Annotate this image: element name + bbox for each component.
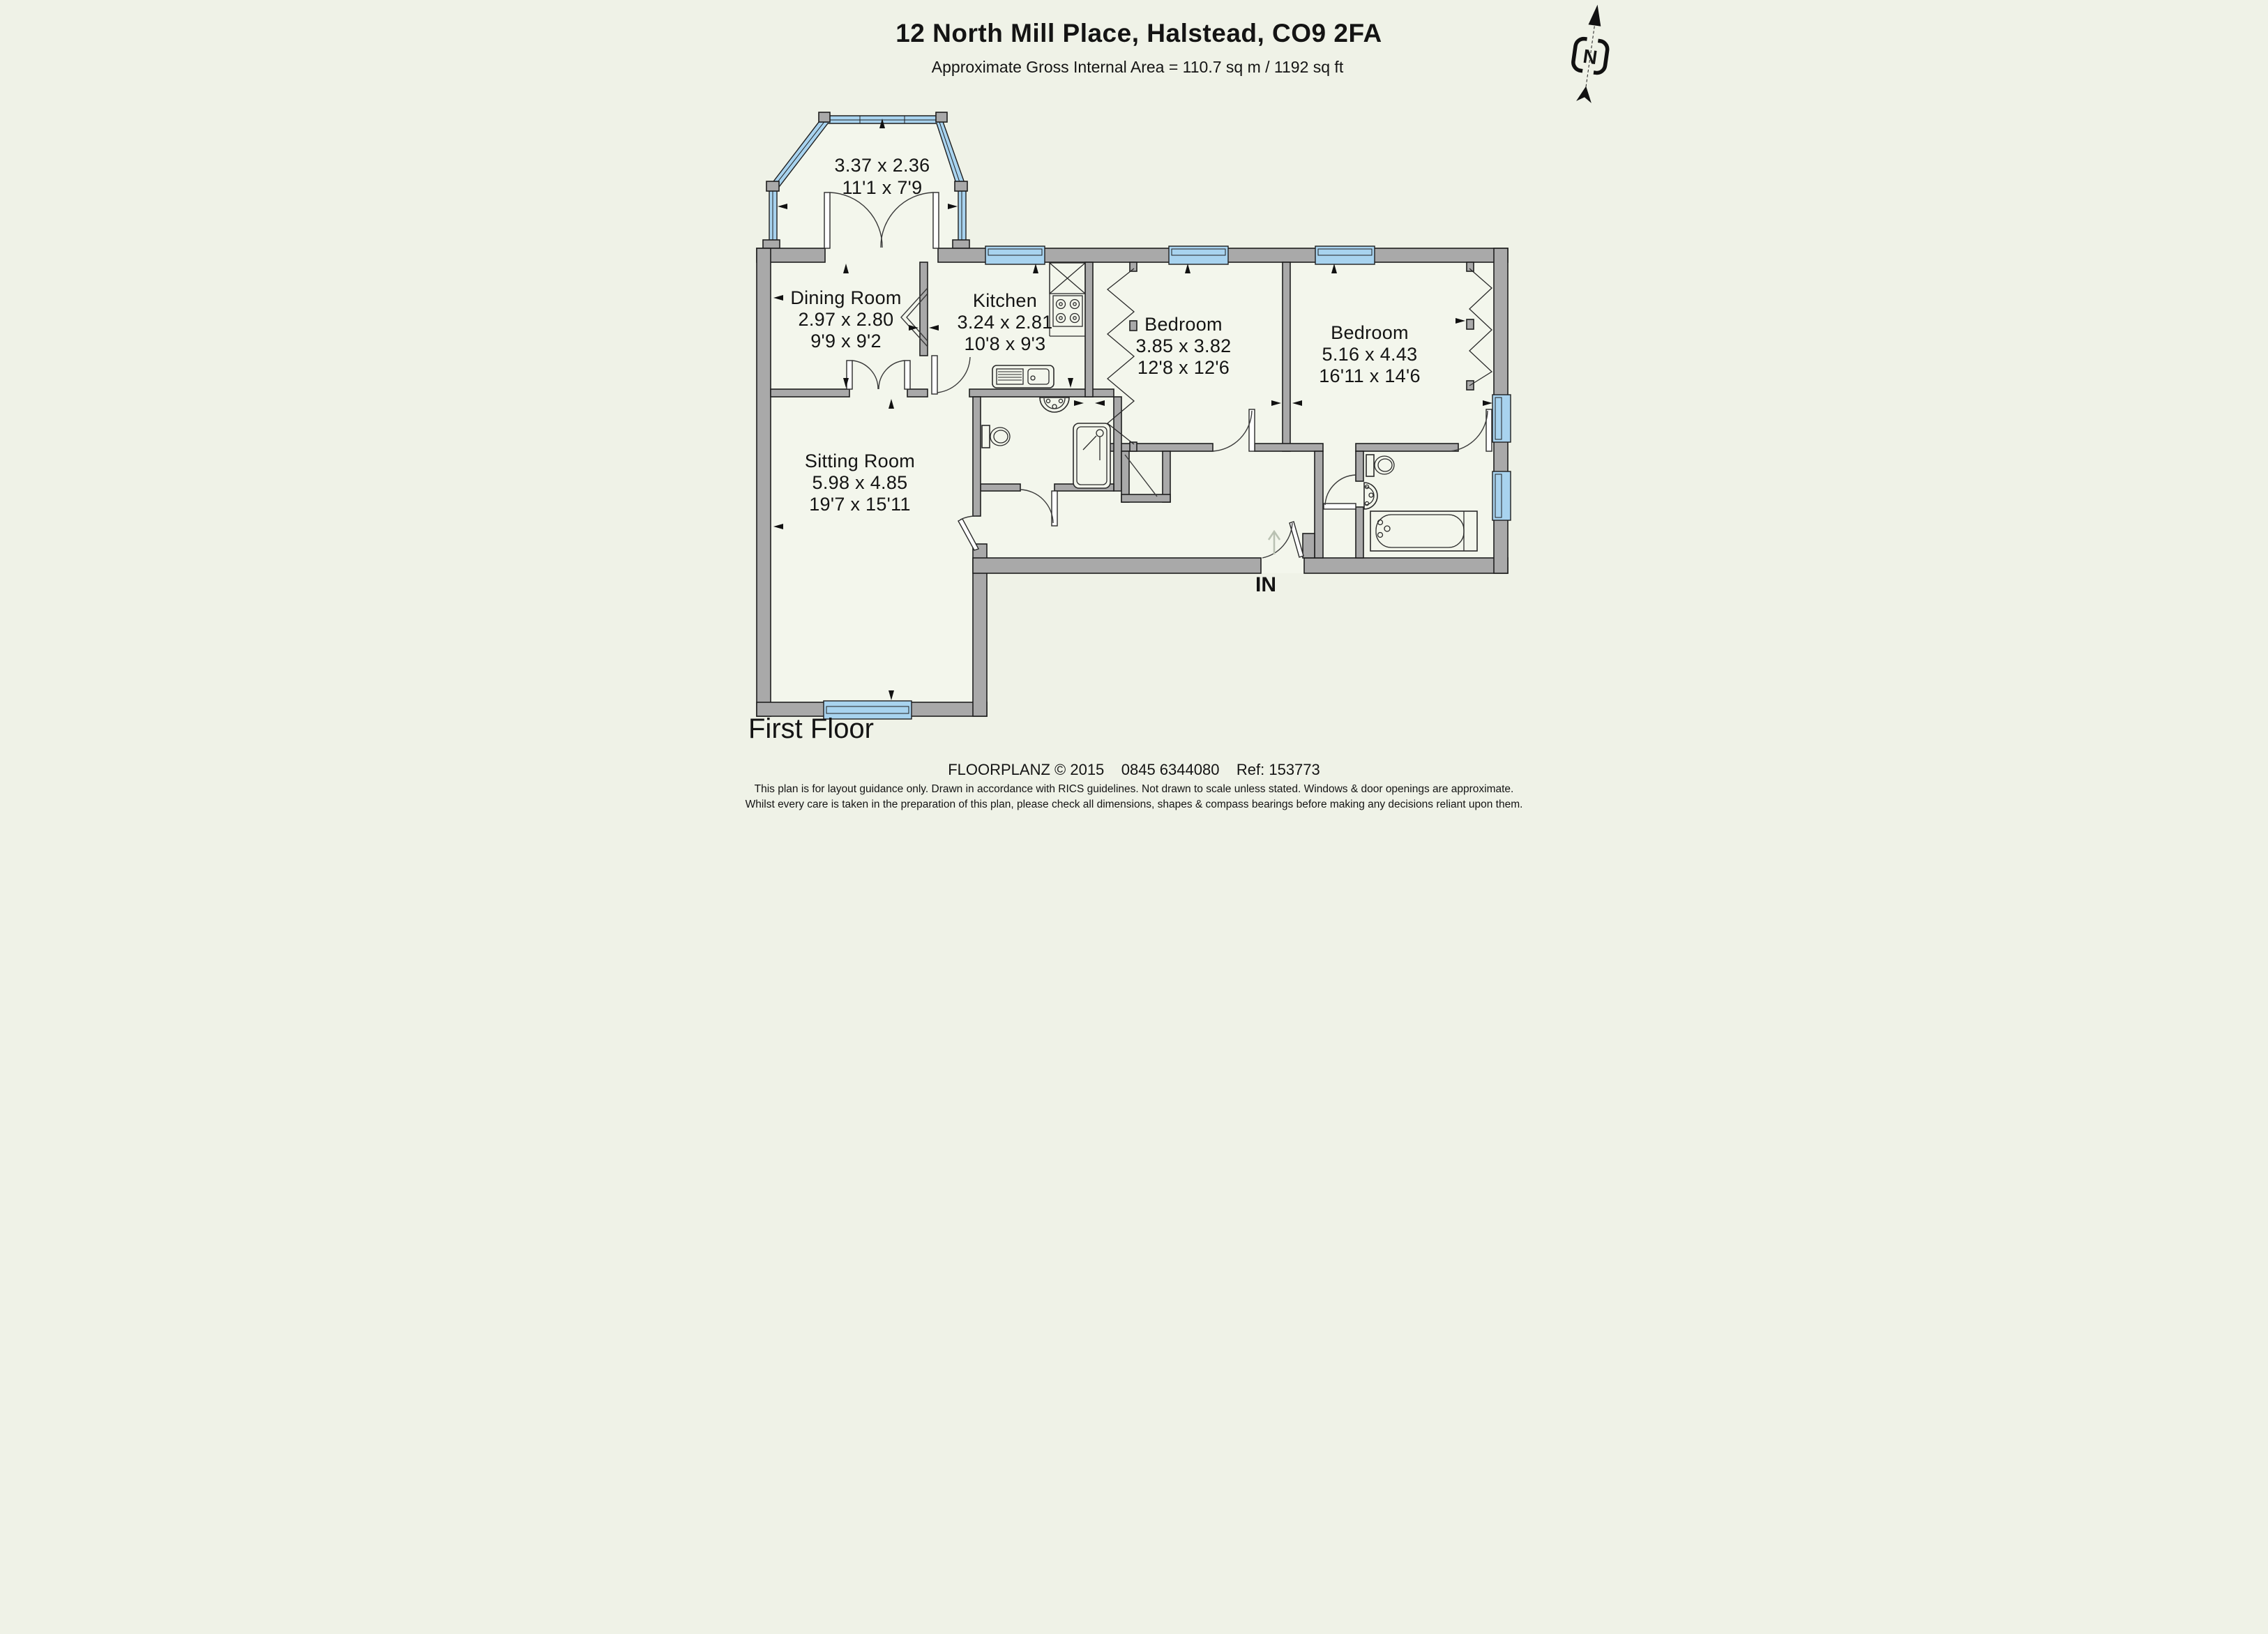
bedroom1-window-icon bbox=[1169, 246, 1228, 264]
svg-text:2.97 x 2.80: 2.97 x 2.80 bbox=[798, 309, 894, 330]
bedroom2-window-icon bbox=[1315, 246, 1375, 264]
right-wall-window-lower-icon bbox=[1492, 471, 1511, 520]
footer-disclaimer-2: Whilst every care is taken in the preparation of this plan, please check all dimensions, shapes & compass bearings before making any decisions reliant upon them. bbox=[745, 799, 1523, 810]
floorplan-canvas bbox=[567, 0, 1701, 817]
svg-text:3.24 x 2.81: 3.24 x 2.81 bbox=[957, 312, 1053, 333]
svg-text:12'8 x 12'6: 12'8 x 12'6 bbox=[1137, 357, 1230, 378]
footer-credit: FLOORPLANZ © 2015 0845 6344080 Ref: 153773 bbox=[948, 761, 1320, 778]
sitting-room-label bbox=[805, 451, 915, 515]
compass-label: N bbox=[1581, 45, 1599, 69]
svg-text:10'8 x 9'3: 10'8 x 9'3 bbox=[964, 333, 1046, 354]
svg-text:Bedroom: Bedroom bbox=[1331, 322, 1409, 343]
shower-icon bbox=[1073, 423, 1110, 488]
svg-text:5.98 x 4.85: 5.98 x 4.85 bbox=[812, 472, 908, 493]
floor-label: First Floor bbox=[748, 713, 874, 744]
page-subtitle: Approximate Gross Internal Area = 110.7 sq m / 1192 sq ft bbox=[931, 58, 1344, 76]
svg-text:Kitchen: Kitchen bbox=[972, 290, 1038, 311]
floor-area bbox=[769, 116, 1494, 702]
bedroom2-label bbox=[1319, 322, 1421, 386]
svg-text:Bedroom: Bedroom bbox=[1144, 314, 1223, 335]
entrance-label: IN bbox=[1255, 573, 1276, 596]
svg-text:3.85 x 3.82: 3.85 x 3.82 bbox=[1135, 335, 1232, 356]
floorplan-page bbox=[567, 0, 1701, 817]
bay-metric: 3.37 x 2.36 bbox=[834, 155, 930, 176]
svg-text:Dining Room: Dining Room bbox=[790, 287, 902, 308]
svg-text:16'11 x 14'6: 16'11 x 14'6 bbox=[1319, 365, 1421, 386]
right-wall-window-upper-icon bbox=[1492, 395, 1511, 442]
bay-imperial: 11'1 x 7'9 bbox=[842, 177, 923, 198]
bath-icon bbox=[1370, 511, 1477, 551]
footer-disclaimer-1: This plan is for layout guidance only. Drawn in accordance with RICS guidelines. Not drawn to scale unless stated. Windows & door openings are approximate. bbox=[754, 783, 1514, 795]
svg-text:19'7 x 15'11: 19'7 x 15'11 bbox=[809, 494, 911, 515]
sink-icon bbox=[992, 365, 1054, 388]
kitchen-window-icon bbox=[985, 246, 1045, 264]
north-compass-icon bbox=[1568, 3, 1613, 105]
svg-text:5.16 x 4.43: 5.16 x 4.43 bbox=[1322, 344, 1418, 365]
page-title: 12 North Mill Place, Halstead, CO9 2FA bbox=[895, 19, 1382, 47]
svg-text:Sitting Room: Sitting Room bbox=[804, 451, 916, 471]
bedroom1-label bbox=[1136, 314, 1232, 378]
svg-text:9'9 x 9'2: 9'9 x 9'2 bbox=[810, 331, 882, 351]
